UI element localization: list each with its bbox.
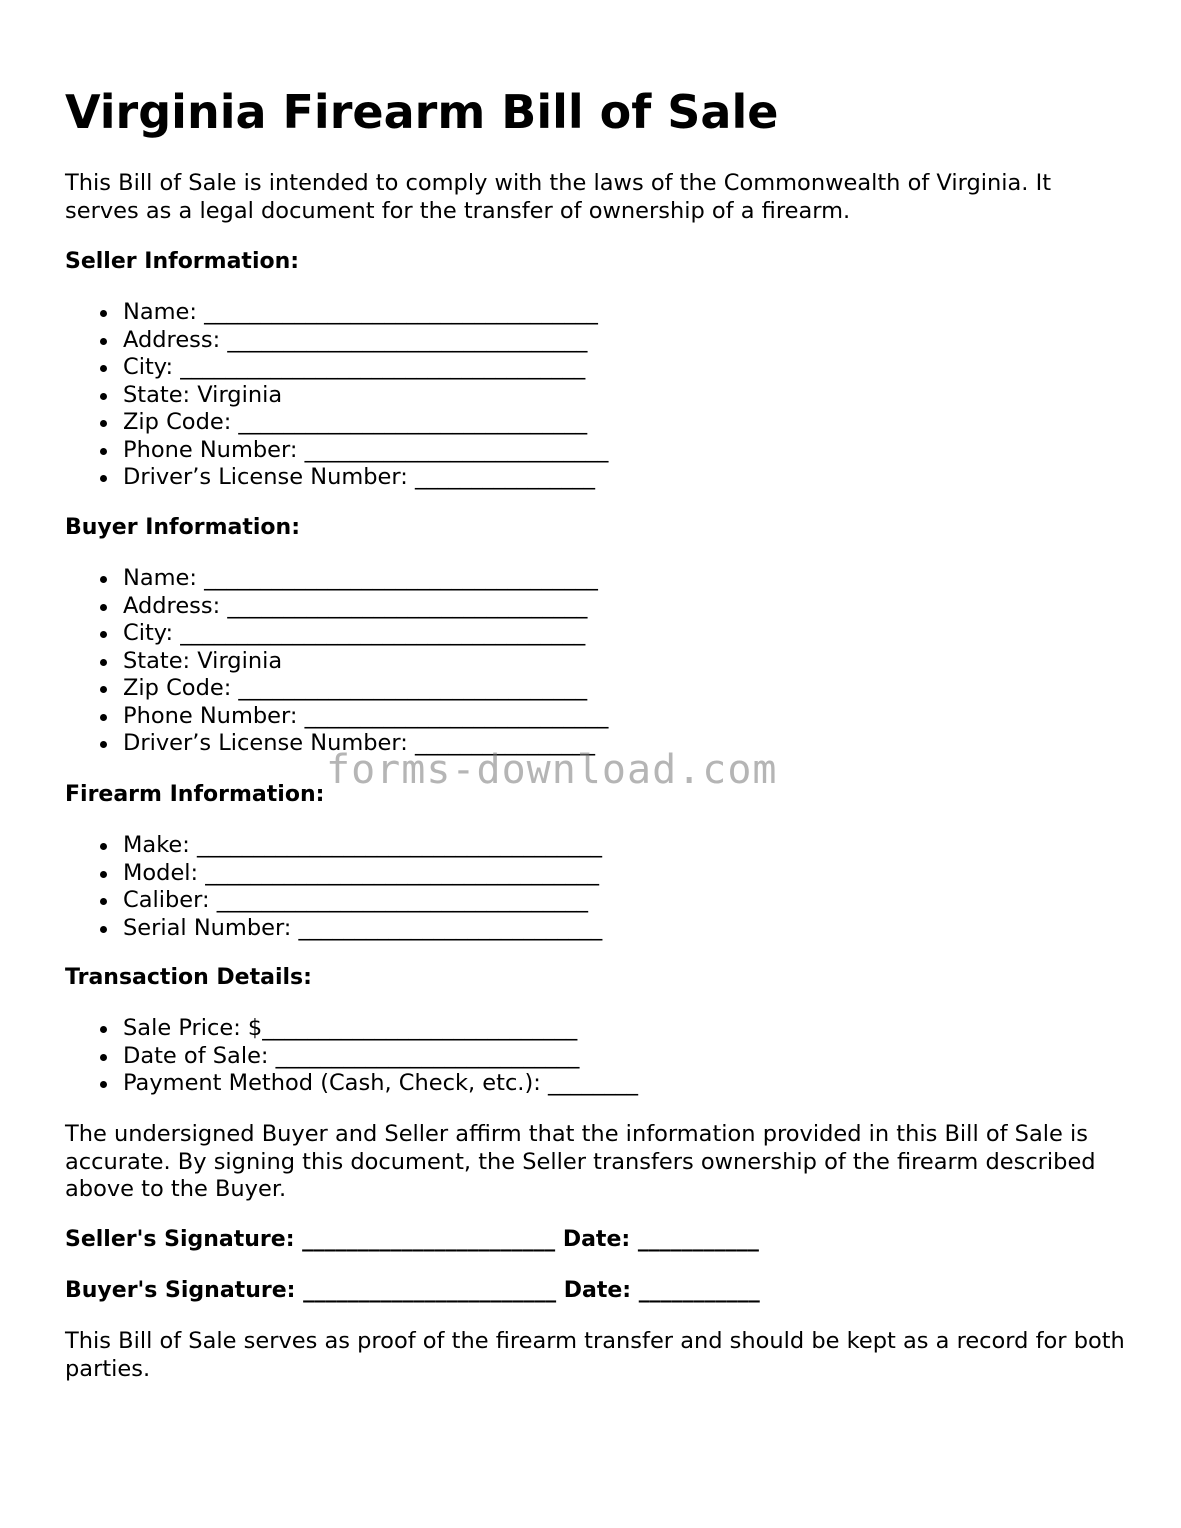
buyer-heading: Buyer Information: — [65, 515, 300, 540]
firearm-fields-list — [65, 832, 602, 942]
buyer-name-field[interactable]: Name: ___________________________________ — [65, 565, 608, 593]
firearm-make-field[interactable]: Make: ____________________________________ — [65, 832, 602, 860]
firearm-model-field[interactable]: Model: ___________________________________ — [65, 860, 602, 888]
buyer-license-field[interactable]: Driver’s License Number: ________________ — [65, 730, 608, 758]
sale-date-field[interactable]: Date of Sale: ___________________________ — [65, 1043, 638, 1071]
document-title: Virginia Firearm Bill of Sale — [65, 85, 779, 139]
closing-paragraph: This Bill of Sale serves as proof of the firearm transfer and should be kept as a record for both parties. — [65, 1328, 1125, 1382]
seller-state-field: State: Virginia — [65, 382, 608, 410]
seller-signature-line[interactable]: Seller's Signature: _______________________ Date: ___________ — [65, 1227, 759, 1252]
seller-address-field[interactable]: Address: ________________________________ — [65, 327, 608, 355]
buyer-fields-list — [65, 565, 608, 758]
buyer-signature-line[interactable]: Buyer's Signature: _______________________ Date: ___________ — [65, 1278, 760, 1303]
buyer-zip-field[interactable]: Zip Code: _______________________________ — [65, 675, 608, 703]
buyer-phone-field[interactable]: Phone Number: ___________________________ — [65, 703, 608, 731]
seller-fields-list — [65, 299, 608, 492]
seller-heading: Seller Information: — [65, 249, 300, 274]
firearm-caliber-field[interactable]: Caliber: _________________________________ — [65, 887, 602, 915]
seller-license-field[interactable]: Driver’s License Number: ________________ — [65, 464, 608, 492]
seller-name-field[interactable]: Name: ___________________________________ — [65, 299, 608, 327]
watermark-text: forms-download.com — [326, 747, 778, 793]
buyer-address-field[interactable]: Address: ________________________________ — [65, 593, 608, 621]
seller-zip-field[interactable]: Zip Code: _______________________________ — [65, 409, 608, 437]
firearm-serial-field[interactable]: Serial Number: ___________________________ — [65, 915, 602, 943]
buyer-city-field[interactable]: City: ____________________________________ — [65, 620, 608, 648]
transaction-fields-list — [65, 1015, 638, 1098]
buyer-state-field: State: Virginia — [65, 648, 608, 676]
payment-method-field[interactable]: Payment Method (Cash, Check, etc.): ________ — [65, 1070, 638, 1098]
firearm-heading: Firearm Information: — [65, 782, 325, 807]
affirmation-paragraph: The undersigned Buyer and Seller affirm that the information provided in this Bill of Sale is accurate. By signing this document, the Seller transfers ownership of the firearm described above to the Buyer. — [65, 1121, 1096, 1202]
transaction-heading: Transaction Details: — [65, 965, 312, 990]
sale-price-field[interactable]: Sale Price: $____________________________ — [65, 1015, 638, 1043]
seller-city-field[interactable]: City: ____________________________________ — [65, 354, 608, 382]
intro-paragraph: This Bill of Sale is intended to comply with the laws of the Commonwealth of Virginia. It serves as a legal document for the transfer of ownership of a firearm. — [65, 170, 1052, 224]
seller-phone-field[interactable]: Phone Number: ___________________________ — [65, 437, 608, 465]
